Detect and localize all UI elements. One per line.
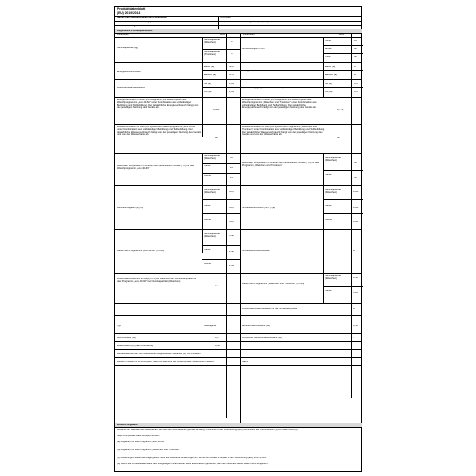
standby-label: Bereitschaftszustand (W) <box>242 325 270 327</box>
duration-quarter-value: 2:49 <box>229 265 234 267</box>
footnote-b: (b) Angaben für das Programm „Waschen und Trocknen". <box>117 449 181 451</box>
duration-quarter-label: Viertel <box>204 263 212 265</box>
duration-wd-half-value: 5:26 <box>353 292 358 294</box>
rinse-label: Spülwirkung (g/kg trockener Textilien) <box>242 87 284 89</box>
maxtemp-half-label: Hälfte <box>204 165 211 167</box>
iw2-label: IW (a) <box>325 83 332 85</box>
model-value: H3D4854TAMCBEX/1-S <box>220 25 248 27</box>
wash-capacity-value: 8 <box>231 41 233 43</box>
address-value: Via Cornelia 1a, 20862 Brugherio (MB) Italy <box>220 21 269 23</box>
duration-wd-label: Dauer des Programms „Waschen und Trocknen" (h:min) <box>242 283 305 285</box>
offmode-value: 0,5 <box>215 337 219 339</box>
spin-quarter-label: Viertel <box>325 219 333 221</box>
iw2-value: 4,9 <box>354 83 358 85</box>
duration-wd-full-value: 6:30 <box>353 277 358 279</box>
width-value: 60 <box>354 48 357 50</box>
duration-full-label: Nennkapazität (Waschen) <box>204 233 220 238</box>
jw-label: JW (a) <box>204 91 212 93</box>
network-value: - <box>353 337 354 339</box>
dry-capacity-label: Nennkapazität (Trocknen) <box>204 51 220 56</box>
footnote-d: (d) Wenn die Produktdatenbank den endgültigen Inhalt dieser Zelle automatisch generiert, darf der Lieferant diese Daten nicht eingeben. <box>117 463 269 465</box>
supplier-value: HOOVER <box>220 17 231 19</box>
type-value: Standgerät <box>204 325 217 327</box>
standby-value: 0,50 <box>353 325 358 327</box>
footnote-c: (c) Änderungen dieser Einträge gelten nicht als relevante Änderungen im Sinne von Artikel 4 Absatz 4 der Verordnung (EU) 2017/1369. <box>117 457 267 459</box>
maxtemp-wd-half-value: 30 <box>354 177 357 179</box>
wash-eff-label: Waschwirksamkeitsindex <box>117 87 145 89</box>
energy-w-value: 0,666 <box>213 109 220 111</box>
iw-label: IW (a) <box>204 83 211 85</box>
footnote-link: Weblink zur Website des Lieferanten, auf der die Informationen gemäß Anhang II Nummer 6 der Verordnung (EU) 2019/2023 der Kommission (1) zu finden sind (b): <box>117 429 299 431</box>
water-wd-value: 80 <box>337 137 340 139</box>
capacity-label: Nennkapazität (kg) <box>117 47 138 49</box>
noise-value: 77 <box>215 285 218 287</box>
height-value: 85 <box>354 40 357 42</box>
water-w-value: 48 <box>215 137 218 139</box>
address-label: Anschrift des Lieferanten (b) <box>117 21 152 23</box>
duration-half-value: 2:48 <box>229 251 234 253</box>
general-header: Allgemeine Produktparameter <box>117 29 153 32</box>
ionic-value: NEIN <box>242 361 248 363</box>
spin-quarter-value: 1351 <box>353 221 359 223</box>
spin-full-label: Nennkapazität (Waschen) <box>325 189 341 194</box>
eec-wd-value: D <box>354 74 356 76</box>
eec-w-label: EEIW (a) <box>325 66 336 68</box>
ionic-label: Dieses Produkt ist so konzipiert, dass es während der Waschphase Silberionen freisetzt <box>117 361 215 363</box>
residual-quarter-value: 53,0 <box>229 221 234 223</box>
maxtemp-wd-full-label: Nennkapazität (Waschen) <box>325 157 341 162</box>
eei-w-value: 52,8 <box>229 66 234 68</box>
maxtemp-full-label: Nennkapazität (Waschen) <box>204 155 220 160</box>
residual-full-label: Nennkapazität (Waschen) <box>204 189 220 194</box>
maxtemp-quarter-label: Viertel <box>204 175 212 177</box>
eei-wd-label: EEIWD (a) <box>204 74 216 76</box>
noise-class-label: Luftschallemissionsklasse für die Schleuderphase <box>242 308 298 310</box>
iw-value: 1,04 <box>229 83 234 85</box>
col-value-left: Wert <box>220 33 226 36</box>
duration-wd-full-label: Nennkapazität (Waschen) <box>325 275 341 280</box>
supplier-label: Name oder Handelsmarke des Lieferanten <box>117 17 167 19</box>
maxtemp-w-label: Maximale Temperatur im Inneren der behandelten Textilie (°C) für das Waschprogramm „eco 40-60" <box>117 165 195 170</box>
jw2-label: JW (a) <box>325 91 333 93</box>
duration-wd-half-label: Hälfte <box>325 290 332 292</box>
maxtemp-wd-full-value: 38 <box>354 162 357 164</box>
footnote-url: https://corporate.haier-europe.com/en/ <box>117 435 160 437</box>
delay-label: Zeitvorwahl (W) (falls zutreffend) <box>117 345 154 347</box>
jw2-value: 4,9 <box>354 91 358 93</box>
warranty-label: Mindestlaufzeit der vom Lieferanten angebotenen Garantie (b): 24 monaten <box>117 353 201 355</box>
eei-w-label: EEIW (a) <box>204 66 215 68</box>
maxtemp-quarter-value: 21 <box>230 177 233 179</box>
depth-value: 58 <box>354 56 357 58</box>
depth-label: Tiefe <box>325 56 331 58</box>
jw-value: 1,04 <box>229 91 234 93</box>
eec-wd-label: EEIWD (a) <box>325 74 337 76</box>
maxtemp-wd-label: Maximale Temperatur im Inneren der behandelten Textilie (°C) für das Programm „Waschen und Trocknen" <box>242 162 320 167</box>
water-w-label: Wasserverbrauch in Liter pro Zyklus des Waschprogramms „eco 40-60" unter Kombination aus vollständiger Befüllung und Teilbefüllung. Der tatsächliche Wasserverbrauch hängt von der jeweiligen Nutzung des Geräts und von der Wasserhärte ab. <box>117 126 201 137</box>
col-value-right: Wert <box>339 33 345 36</box>
maxtemp-wd-half-label: Hälfte <box>325 174 332 176</box>
product-data-sheet <box>114 6 362 472</box>
duration-full-value: 3:48 <box>229 235 234 237</box>
residual-quarter-label: Viertel <box>204 219 212 221</box>
spin-class-label: Schleudereffizienzklasse <box>242 250 270 252</box>
network-label: Vernetzter Bereitschaftszustand (W) <box>242 337 283 339</box>
height-label: Höhe <box>325 40 331 42</box>
noise-class-value: B <box>353 308 355 310</box>
duration-half-label: Hälfte <box>204 249 211 251</box>
eec-label: Energieeffizienzklasse <box>242 70 267 72</box>
energy-wd-label: Energieverbrauch in kWh pro Kilogramm pro Waschzyklus des Waschprogramms „Waschen und Trocknen" unter Kombination aus vollständiger Befüllung und Teilbefüllung. Der tatsächliche Energieverbrauch hängt von der jeweiligen Nutzung des Geräts ab. <box>242 99 317 110</box>
col-param-left: Parameter <box>117 33 129 36</box>
noise-label: Luftschallemissionen in dB(A) re 1 pW während der Schleuderphase für das Programm „eco 40-60" bei Nennkapazität (Waschen) <box>117 278 197 283</box>
type-label: Typ <box>117 325 122 327</box>
spin-full-value: 1351 <box>353 191 359 193</box>
spin-half-value: 1351 <box>353 207 359 209</box>
maxtemp-full-value: 33 <box>230 157 233 159</box>
wash-capacity-label: Nennkapazität (Waschen) <box>204 39 220 44</box>
dry-capacity-value: 5 <box>231 53 233 55</box>
duration-label: Dauer des Programms „eco 40-60" (h:min) <box>117 250 165 252</box>
eei-label: Energieeffizienzindex <box>117 71 141 73</box>
water-wd-label: Wasserverbrauch in Liter pro Zyklus des Programms „Waschen und Trocknen" unter Kombination aus vollständiger Befüllung und Teilbefüllung. Der tatsächliche Wasserverbrauch hängt von der jeweiligen Nutzung des Geräts und von der Wasserhärte ab. <box>242 126 325 137</box>
info-header: Weitere Angaben: <box>117 423 139 426</box>
offmode-label: Aus-Zustand (W) <box>117 337 136 339</box>
spin-half-label: Hälfte <box>325 205 332 207</box>
footnote-a: (a) Angaben für das Programm „eco 40-60". <box>117 441 166 443</box>
spin-label: Schleuderdrehzahl (min⁻¹) (a) <box>242 207 276 209</box>
residual-half-label: Hälfte <box>204 205 211 207</box>
energy-wd-value: 0,778 <box>337 109 344 111</box>
col-param-right: Parameter <box>243 33 255 36</box>
dimensions-label: Abmessungen in cm <box>242 48 265 50</box>
residual-half-value: 53,0 <box>229 207 234 209</box>
sheet-title: Produktdatenblatt (EU) 2019/2014 <box>117 7 146 15</box>
delay-value: 0,50 <box>215 345 220 347</box>
energy-w-label: Energieverbrauch in kWh pro Kilogramm pro Waschzyklus des Waschprogramms „eco 40-60" unter Kombination aus vollständiger Befüllung und Teilbefüllung. Der tatsächliche Energieverbrauch hängt von der jeweiligen Nutzung des Geräts ab. <box>117 99 199 110</box>
eec-w-value: A <box>354 66 356 68</box>
width-label: Breite <box>325 48 332 50</box>
spin-class-value: B <box>353 250 355 252</box>
maxtemp-half-value: 29 <box>230 167 233 169</box>
residual-full-value: 53,0 <box>229 191 234 193</box>
residual-label: Restfeuchtigkeit (a) (%) <box>117 207 144 209</box>
eei-wd-value: 67,3 <box>229 74 234 76</box>
model-label: Modellkennung <box>117 25 136 27</box>
